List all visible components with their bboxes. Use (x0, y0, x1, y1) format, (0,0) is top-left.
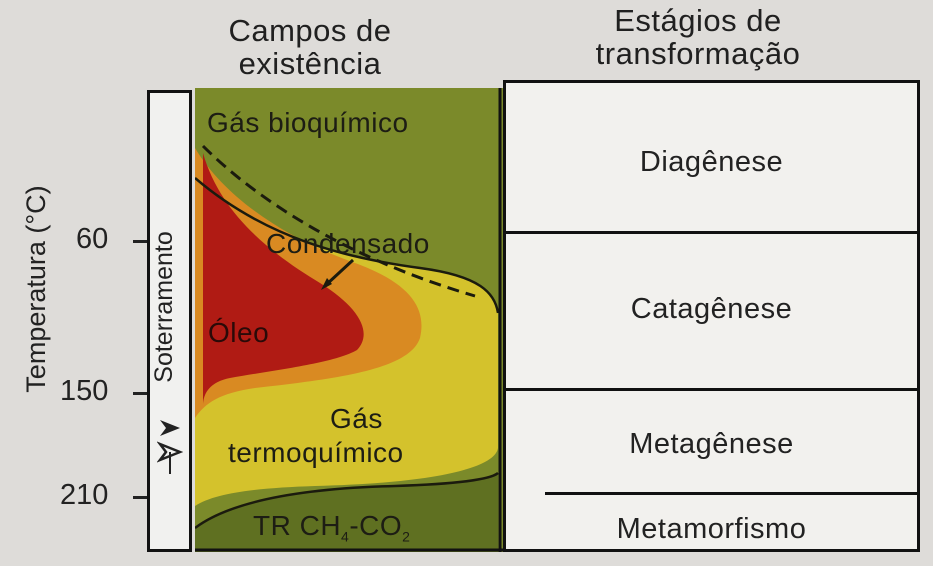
stage-metagenese: Metagênese (629, 428, 794, 460)
fields-header (196, 14, 424, 80)
stage-metamorfismo: Metamorfismo (616, 513, 807, 545)
field-label-gas-bioquimico: Gás bioquímico (207, 107, 409, 138)
y-axis-title: Temperatura (°C) (21, 185, 51, 393)
fields-header-line2: existência (238, 46, 382, 81)
field-label-oleo: Óleo (208, 317, 270, 348)
tr-mid: -CO (349, 510, 403, 541)
tick-label-210: 210 (60, 479, 109, 511)
tr-sub-2: 2 (402, 528, 411, 545)
tick-label-150: 150 (60, 375, 109, 407)
field-label-gas-termoquimico-line2: termoquímico (228, 437, 404, 468)
stage-divider-1 (506, 231, 917, 234)
stages-header-line1: Estágios de (614, 3, 782, 38)
burial-label: Soterramento (150, 231, 178, 383)
stages-header-line2: transformação (595, 36, 801, 71)
tick-mark-210 (133, 496, 147, 499)
stage-divider-2 (506, 388, 917, 391)
field-label-gas-termoquimico-line1: Gás (330, 403, 383, 434)
stages-header (528, 4, 868, 70)
tr-prefix: TR CH (253, 510, 342, 541)
stage-diagenese: Diagênese (639, 146, 784, 178)
fields-header-line1: Campos de (228, 13, 392, 48)
stage-catagenese: Catagênese (630, 293, 793, 325)
field-label-tr (253, 510, 410, 545)
field-label-condensado: Condensado (266, 228, 430, 259)
burial-arrow-icon (157, 418, 183, 476)
tr-sub-4: 4 (341, 528, 350, 545)
stage-divider-3 (545, 492, 920, 495)
tick-mark-150 (133, 392, 147, 395)
tick-mark-60 (133, 240, 147, 243)
tick-label-60: 60 (76, 223, 109, 255)
stages-box (503, 80, 920, 552)
